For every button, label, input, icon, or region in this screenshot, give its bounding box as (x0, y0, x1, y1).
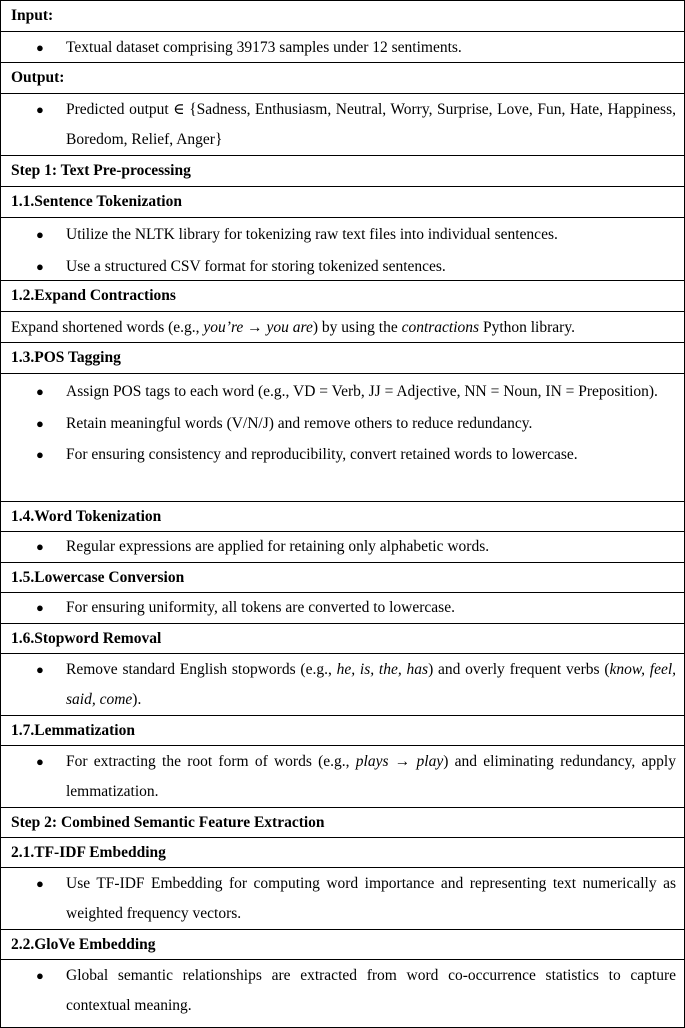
stopword-removal-heading: 1.6.Stopword Removal (11, 630, 162, 647)
s1-3-content-row (1, 374, 684, 502)
list-item: ● Global semantic relationships are extracted from word co-occurrence statistics to capture contextual meaning. (1, 961, 684, 1020)
bullet-icon: ● (36, 415, 44, 431)
bullet-icon: ● (36, 102, 44, 117)
bullet-icon: ● (36, 447, 44, 462)
lowercase-conversion-heading: 1.5.Lowercase Conversion (11, 569, 185, 586)
input-content-row (1, 32, 684, 63)
input-heading-row (1, 1, 684, 32)
s2-2-content-row (1, 960, 684, 1022)
list-item: ● Assign POS tags to each word (e.g., VD = Verb, JJ = Adjective, NN = Noun, IN = Preposition). (1, 377, 684, 407)
bullet-icon: ● (36, 40, 44, 55)
bullet-icon: ● (36, 876, 44, 891)
step1-heading-row (1, 156, 684, 187)
s1-7-content-row (1, 746, 684, 808)
s1-7-heading-row (1, 716, 684, 746)
step2-heading: Step 2: Combined Semantic Feature Extraction (11, 814, 325, 831)
list-item: ● For extracting the root form of words (e.g., plays → play) and eliminating redundancy, apply lemmatization. (1, 747, 684, 806)
bullet-icon: ● (36, 384, 44, 399)
bullet-icon: ● (36, 258, 44, 274)
bullet-icon: ● (36, 754, 44, 769)
glove-embedding-heading: 2.2.GloVe Embedding (11, 936, 156, 953)
list-item: ● Predicted output ∈ {Sadness, Enthusiasm, Neutral, Worry, Surprise, Love, Fun, Hate, Happiness, Boredom, Relief, Anger} (1, 95, 684, 154)
output-heading: Output: (11, 69, 65, 86)
s1-2-heading-row (1, 281, 684, 312)
output-content-row (1, 94, 684, 156)
bullet-icon: ● (36, 968, 44, 983)
step2-heading-row (1, 808, 684, 838)
bullet-icon: ● (36, 600, 44, 615)
list-item: ● Utilize the NLTK library for tokenizing raw text files into individual sentences. (1, 220, 684, 250)
expand-contractions-text: Expand shortened words (e.g., you’re → you are) by using the contractions Python library. (11, 319, 575, 336)
list-item: ● For ensuring consistency and reproducibility, convert retained words to lowercase. (1, 440, 684, 470)
s1-3-heading-row (1, 343, 684, 374)
list-item: ● Textual dataset comprising 39173 samples under 12 sentiments. (1, 33, 684, 63)
input-heading: Input: (11, 7, 54, 24)
s1-6-content-row (1, 654, 684, 716)
list-item: ● Use TF-IDF Embedding for computing word importance and representing text numerically as weighted frequency vectors. (1, 869, 684, 928)
s1-2-content-row (1, 312, 684, 343)
output-heading-row (1, 63, 684, 94)
s1-5-heading-row (1, 563, 684, 593)
list-item: ● Remove standard English stopwords (e.g., he, is, the, has) and overly frequent verbs (know, feel, said, come). (1, 655, 684, 714)
step1-heading: Step 1: Text Pre-processing (11, 162, 191, 179)
word-tokenization-heading: 1.4.Word Tokenization (11, 508, 162, 525)
list-item: ● Regular expressions are applied for retaining only alphabetic words. (1, 532, 684, 562)
list-item: ● Use a structured CSV format for storing tokenized sentences. (1, 252, 684, 282)
s2-1-heading-row (1, 838, 684, 868)
list-item: ● For ensuring uniformity, all tokens are converted to lowercase. (1, 593, 684, 623)
s1-4-heading-row (1, 502, 684, 532)
s1-6-heading-row (1, 624, 684, 654)
list-item: ● Retain meaningful words (V/N/J) and remove others to reduce redundancy. (1, 409, 684, 439)
bullet-icon: ● (36, 227, 44, 242)
s1-5-content-row (1, 593, 684, 624)
bullet-icon: ● (36, 539, 44, 554)
bullet-icon: ● (36, 662, 44, 677)
expand-contractions-heading: 1.2.Expand Contractions (11, 287, 176, 304)
s1-1-content-row (1, 218, 684, 281)
s2-1-content-row (1, 868, 684, 930)
pos-tagging-heading: 1.3.POS Tagging (11, 349, 121, 366)
s2-2-heading-row (1, 930, 684, 960)
s1-4-content-row (1, 532, 684, 563)
s1-1-heading-row (1, 187, 684, 218)
sentence-tokenization-heading: 1.1.Sentence Tokenization (11, 193, 182, 210)
tfidf-embedding-heading: 2.1.TF-IDF Embedding (11, 844, 166, 861)
lemmatization-heading: 1.7.Lemmatization (11, 722, 135, 739)
